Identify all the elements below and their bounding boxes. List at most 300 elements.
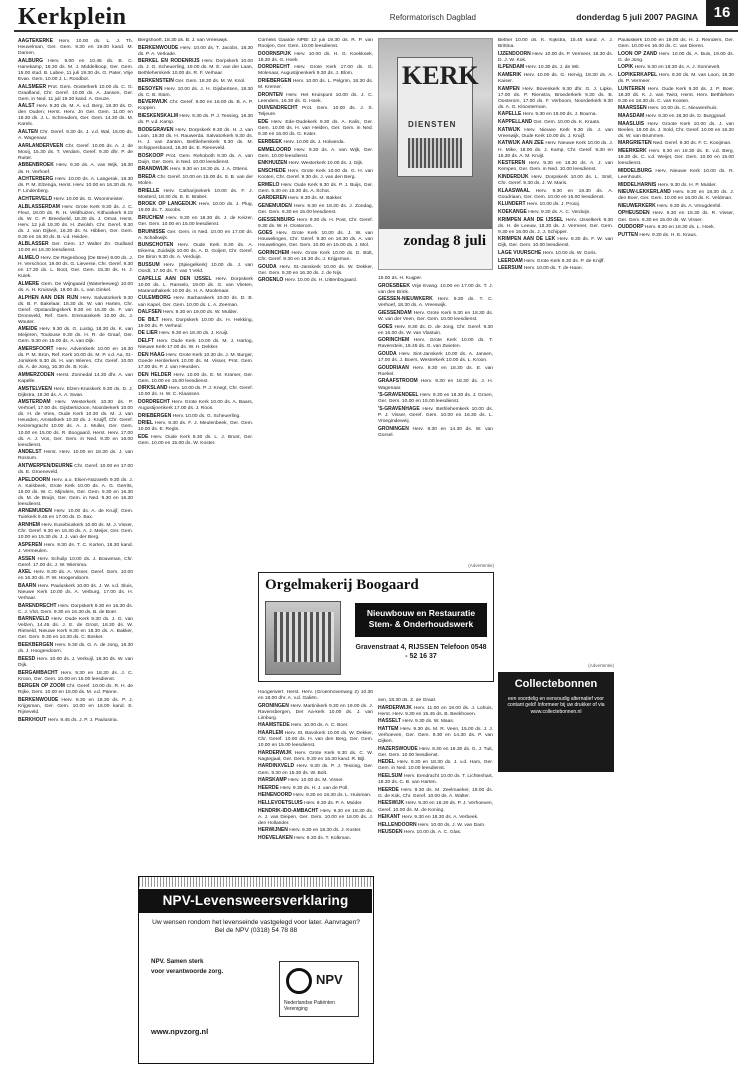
place-name: HEIKANT [378,814,401,821]
listing-entry [498,174,613,187]
place-name: AARLANDERVEEN [18,142,64,149]
service-times: Herv. Het Kruispunt 10.00 ds. J. C. Leenders, 16.30 ds. G. Hoek. [258,92,373,104]
service-times: Herv. 9.30 en 18.30 ds. R. Visser, Ger. Gem. 9.30 en 15.00 ds. W. Visser. [618,211,734,223]
service-times: Herv. 9.30 en 18.30 ds. E. v.d. Berg, 18.30 ds. C. v.d. Weijer, Ger. Gem. 10.00 en 15.00 leesdienst. [618,149,734,167]
service-times: Herv. 9.30 ds. H. P. Mulder. [657,182,717,188]
service-times: Herv. 10.00 ds. A. Langerak, 18.30 ds. P. M. Elzenga, Herst. Herv. 10.00 en 16.30 ds. N. F. Lindenberg. [18,177,133,195]
service-times: Herv. Elzen-Kruiskerk 9.30 ds. D. J. Dijkstra, 18.30 ds. A. A. Swan. [18,386,133,398]
newspaper-name: Reformatorisch Dagblad [389,13,476,22]
listing-entry [18,326,133,345]
service-times: Herv. Barbarakerk 10.00 ds. D. B. van Kapel, Ger. Gem. 10.00 ds. L. A. Zeeman. [138,296,253,308]
listing-entry [498,38,613,50]
listing-entry [498,64,613,71]
place-name: EMMELOORD [258,146,292,153]
place-name: NIEUWERKERK [618,202,656,209]
service-times: Herv. Grote Kerk 10.00 ds. G. H. van Kooten, Chr. Geref. 9.30 ds. J. van den Berg. [258,168,373,180]
listing-entry [618,210,734,223]
place-name: HEESWIJK [378,800,405,807]
service-times: Herv. 9.30 en 18.30 ds. A. Verbeek. [401,815,479,821]
organ-image [265,601,341,675]
church-board [397,57,479,177]
place-name: KAMPEN [498,85,520,92]
listing-entry [138,372,253,385]
service-times: Herv. St. Bavokerk 10.00 ds. W. Dekker, Chr. Geref. 10.00 ds. H. van den Berg, Ger. Gem. 10.00 en 15.00 leesdienst. [258,731,373,749]
listing-entry [618,86,734,105]
listing-entry [378,324,493,337]
listing-entry [138,420,253,433]
place-name: KRIMPEN AAN DE IJSSEL [498,216,564,223]
place-name: HERWIJNEN [258,827,288,834]
place-name: IJZENDOORN [498,50,531,57]
service-times: Herv. 9.30 ds. M. Zeelmaeker, 19.00 ds. G. de Kok, Chr. Geref. 10.00 ds. A. Walter. [378,787,493,799]
column-6 [618,38,734,1062]
listing-entry [258,64,373,77]
listing-entry [378,378,493,391]
place-name: LOPIK [618,64,634,71]
place-name: BEEKBERGEN [18,642,54,649]
place-name: GOUDA [258,263,277,270]
place-name: LUNTEREN [618,85,646,92]
listing-entry [618,203,734,210]
place-name: MARGRIETEN [618,140,652,147]
service-times: Herv. 9.30 en 18.30 ds. A. J. van Kempen, Ger. Gem. in Ned. 10.00 leesdienst. [498,161,613,173]
slogan-line: voor verantwoorde zorg. [151,968,224,975]
service-times: Herv. Dorpskerk 10.00 ds. H. Hekking, 19.00 ds. P. Verheul. [138,317,253,329]
service-times: Chr. Geref. 9.00 en 16.00 ds. B. A. P. Koppen. [138,100,253,112]
place-name: PUTTEN [618,231,638,238]
service-times: Herv. 9.30 en 18.30 ds. J. Zondag, Ger. Gem. 9.30 en 15.00 leesdienst. [258,203,373,215]
service-times: Herv. Sint-Janskerk 10.00 ds. A. Jansen, 17.00 ds. J. Boers, Westerkerk 10.00 ds. L. Kroon. [378,352,493,364]
listing-entry [618,140,734,147]
column-5 [498,38,613,1062]
place-name: AXEL [18,569,32,576]
place-name: GRONINGEN [378,425,409,432]
listing-entry [138,201,253,214]
ad-tag: (Advertentie) [468,563,494,568]
listing-entry [138,385,253,398]
listing-entry [498,51,613,64]
listing-entry [498,201,613,208]
service-times: Herv. 10.00 ds. J. Prooij. [526,202,581,208]
place-name: MAASDAM [618,113,645,120]
listing-entry [378,426,493,439]
listing-entry [18,196,133,203]
service-times: Herv. 9.30 en 18.30 ds. A. Goudriaan, Ger. Gem. 10.00 en 15.00 leesdienst. [498,188,613,200]
service-times: Herv. 9.30 en 14.30 ds. W. van Gorsel. [378,426,493,438]
service-times: Herv. 9.30 en 18.30 ds. A. J. Sonnevelt. [634,65,721,71]
service-times: Herv. Eusebiuskerk 10.00 ds. M. J. Visser, Chr. Geref. 9.30 en 16.30 ds. A. J. Meijer, Ger. Gem. 10.00 en 15.30 ds. J. J. van der Berg. [18,523,133,541]
service-times: Herv. 9.30 en 18.30 ds. J. de Keizer, Ger. Gem. 10.00 en 15.00 leesdienst. [138,215,253,227]
listing-entry [258,722,373,729]
listing-entry [18,204,133,241]
listing-entry [498,209,613,216]
listing-entry [618,51,734,64]
listing-entry [258,230,373,249]
service-times: Herv. 9.30 ds. D. de Jong, Chr. Geref. 9.30 en 16.00 ds. W. van Vlastuin. [378,324,493,336]
listing-entry [18,556,133,569]
listing-entry [138,174,253,187]
place-name: CULEMBORG [138,295,171,302]
service-times: Herv. 9.30 en 18.30 ds. P. J. Krijgsman, Ger. Gem. 10.00 en 16.00 kand. E. Rijneveld. [18,697,133,715]
service-times: Herv. 9.30 ds. M. Bakker. [287,196,343,202]
place-name: BUNSCHOTEN [138,242,174,249]
collectebonnen-ad [498,672,614,772]
listing-entry [258,750,373,763]
listing-entry [138,86,253,99]
place-name: 'S-GRAVENHAGE [378,405,420,412]
listing-entry [18,176,133,195]
banner-sub: DIENSTEN [408,120,457,129]
listing-entry [258,38,373,50]
listing-entry [498,265,613,272]
place-name: KATWIJK [498,126,521,133]
listing-entry [258,168,373,181]
place-name: HEERDE [258,784,279,791]
service-times: Herv. Schuilp 10.00 ds. J. Bouwman, Chr. Geref. 17.00 ds. J. W. Wiersma. [18,556,133,568]
service-times: Herv. 9.30 ds. T. C. Korten, 18.30 kand. J. Vermeulen. [18,542,133,554]
place-name: HEINENOORD [258,792,292,799]
service-date: zondag 8 juli [403,233,486,249]
place-name: NIEUW-LEKKERLAND [618,189,671,196]
place-name: ACHTERVELD [18,195,53,202]
listing-entry [258,808,373,827]
listing-entry [498,72,613,85]
listing-entry [18,38,133,57]
listing-entry [18,508,133,521]
place-name: HENDRIK-IDO-AMBACHT [258,807,319,814]
place-name: DRONTEN [258,91,283,98]
listing-entry [138,399,253,412]
service-times: Herv. 10.00 ds. J. H. Gijsbertsen, 18.30 ds. C. B. Stam. [138,86,253,98]
listing-entry [258,78,373,91]
listing-entry [138,434,253,447]
place-name: ENKHUIZEN [258,160,288,167]
service-times: Herv. 10.00 ds. J. Verkuijl, 18.30 ds. W. van Dijk. [18,656,133,668]
service-times: Herv. 10.00 ds. J. W. van Dam. [417,822,486,828]
service-times: Herv. 10.00 ds. J. Holwerda. [283,139,345,145]
place-name: ANTWERPEN/DEURNE [18,462,73,469]
place-name: AALTEN [18,129,38,136]
service-times: Herv. 9.30 en 18.30 ds. J. Koster. [289,828,362,834]
service-times: Herv. 9.30 ds. P. J. Tessing, Ger. Gem. 9.30 en 15.30 ds. W. Bolt. [258,764,373,776]
listing-entry [378,351,493,364]
listing-entry [378,392,493,405]
service-times: Herv. 10.00 ds. P. J. Knegt, Chr. Geref. 10.00 ds. H. W. C. Klaassen. [138,386,253,398]
place-name: BERKEL EN RODENRIJS [138,58,200,65]
service-times: Herv. 10.00 ds. T. de Haan. [523,266,583,272]
ad-slogan [151,957,271,977]
service-times: Herv. 9.30 ds. A. Visser, Geref. Gem. 10.00 en 16.30 ds. P. W. Hoogendoorn. [18,570,133,582]
listing-entry [18,717,133,724]
listing-entry [138,338,253,351]
service-times: Hoogerwerf, Herst. Herv. (Groenhovenweg 2) 10.30 en 18.00 dhr. A. v.d. Galiën. [258,690,373,702]
listing-entry [18,255,133,280]
service-times: Herv. Oude Kerk 9.30 ds. P. J. Buijs, Ger. Gem. 9.30 en 15.30 ds. A. Schot. [258,182,373,194]
service-times: Herv. 9.30 ds. H. J. van de Poll. [280,785,349,791]
listing-entry [258,119,373,138]
place-name: ABBENBROEK [18,162,54,169]
place-name: HEDEL [378,759,395,766]
listing-entry [258,703,373,722]
logo-circle-icon [286,968,312,994]
place-name: AMSTELVEEN [18,385,52,392]
listing-entry [18,58,133,83]
service-times: Herv. 9.30 en 18.30 ds. J. Kruijt. [159,331,229,337]
place-name: ALMELO [18,255,40,262]
listing-entry [258,277,373,284]
listing-entry [138,38,253,44]
place-name: BAARN [18,582,37,589]
listing-entry [498,86,613,111]
service-times: Herv. Groote Kerk 10.00 ds. J. van Beelen, 19.00 ds. J. Sold, Chr. Geref. 10.00 en 16.30 ds. W. van Brummen. [618,121,734,139]
place-name: HASSELT [378,718,401,725]
service-times: Herv. 10.00 ds. G. Hervig, 18.30 ds. A. Kaiser. [498,73,613,85]
place-name: LAGE VUURSCHE [498,249,542,256]
place-name: BARNEVELD [18,616,50,623]
service-times: Herv. 9.30 ds. M. van Loon, 18.30 ds. P. Vermeer. [618,73,734,85]
listing-entry [18,656,133,669]
listing-entry [378,814,493,821]
listing-entry [138,262,253,275]
ad-headline: Collectebonnen [514,678,598,690]
service-times: Herv. 9.30 en 18.30 ds. A. J. van Diepen, Ger. Gem. 10.00 en 16.00 ds. J. den Hollander. [258,808,373,826]
place-name: ALMERE [18,280,40,287]
place-name: BEVERWIJK [138,99,168,106]
place-name: DOORNSPIJK [258,50,292,57]
place-name: MAARSSEN [618,105,647,112]
service-times: Herv. 9.00 en 10.45 ds. B. C. Hanekamp, 18.30 ds. M. J. Middelkoop, Ger. Gem. 15.00 stud. B. Labee, 11 juli 19.30 ds. G. Pater, Vrije Evan. Gem. 10.00 J. L. Roodbol. [18,58,133,82]
place-name: BARENDRECHT [18,602,57,609]
place-name: LEERSUM [498,265,523,272]
listing-entry [498,258,613,265]
service-times: Herv. 10.00 ds. H. Uittenbogaard. [284,278,358,284]
listing-entry [138,276,253,295]
logo-text: NPV [316,972,343,987]
service-times: Herv. Oude Kerk 9.30 ds. L. J. Brunt, Ger. Gem. 10.00 en 15.00 ds. W. Koster. [138,434,253,446]
ad-url: www.npvzorg.nl [151,1027,209,1036]
listing-entry [18,346,133,371]
place-name: KRIMPEN AAN DE LEK [498,236,556,243]
service-times: Herv. 9.30 en 18.30 ds. G. J. Tuit, Ger. Gem. 10.00 leesdienst. [378,746,493,758]
ad-headline: Orgelmakerij Boogaard [265,577,419,593]
service-times: Herv. 10.00 ds. G. Woonmeister. [53,196,124,202]
place-name: HARDERWIJK [258,749,292,756]
service-times: Ger. Gem. in Ned. 10.00 en 17.00 ds. A. Schalkwijk. [138,229,253,241]
place-name: GIESSENDAM [378,310,412,317]
listing-entry [618,148,734,167]
service-times: Herv. Dorpskerk 9.30 ds. H. J. van Loon, 18.30 ds. H. Rauwerda, Salvatorkerk 9.30 ds. H. J. van Zanten, Bethlehemkerk 9.30 ds. M. Schippersboord, 18.30 ds. E. Rieneveld. [138,127,253,151]
place-name: BRUCHEM [138,214,164,221]
place-name: HELLEVOETSLUIS [258,800,303,807]
place-name: HAZERSWOUDE [378,745,418,752]
place-name: HARDERWIJK [378,704,412,711]
service-times: Herv. 9.30 ds. F. J. Meulenbeek, Ger. Gem. 10.00 ds. E. Regts. [138,421,253,433]
listing-entry [378,726,493,745]
place-name: DRIEBERGEN [258,78,292,85]
place-name: KAPPELLAND [498,119,533,126]
service-times: Herv. 10.00 ds. W. Goris. [542,250,597,256]
listing-entry [18,603,133,616]
service-times: Herst. Zonnedal 14.30 dhr. A. van Kapelle. [18,372,133,384]
listing-entry [378,773,493,786]
place-name: ACHTERBERG [18,176,54,183]
service-times: Herv. Grote Kerk 9.30 en 18.30 ds. W. van der Veen, Ger. Gem. 10.00 leesdienst. [378,311,493,323]
service-times: Herv. 9.30 ds. H. E. Kraus. [639,232,698,238]
npv-ad [138,876,374,1064]
slogan-line: NPV. Samen sterk [151,958,204,965]
listing-entry [258,777,373,784]
service-times: Cornelis Gaarde NPBI 12 juli 19.30 ds. R. P. van Rooijen, Ger. Gem. 10.00 leesdienst. [258,38,373,50]
place-name: GOUDA [378,351,397,358]
listing-entry [18,295,133,326]
listing-entry [138,113,253,126]
service-times: Chr. Geref. 10.00 ds. A. J. de Mooij, 15.30 ds. T. Verdam, Geref. 9.30 dhr. P. de Ruiter. [18,143,133,161]
logo-subtitle: Nederlandse Patiënten Vereniging [284,1000,335,1012]
service-times: Herv. 9.30 en 18.30 ds. J. C. Kroon, Ger. Gem. 10.00 en 15.00 leesdienst. [18,670,133,682]
service-times: Herv. Grote Kerk 9.30 ds. P. de Knijff. [524,258,605,264]
service-times: Herv. Grote Kerk 9.30 ds. J. C. Fleur, 18.00 ds. R. H. Veldhuizen, Kithuiskerk 9.15 ds. W. C. P. Breedveld, 18.30 ds. J. Ornat. Herst. Herv. 12 juli 19.30 ds. H. Zwolsh. Chr. Geref. 9.30 ds. J. van Dijken, 16.30 ds. N. Hibben, Ger. Gem. 9.30 en 16.30 ds. B. v.d. Heiden. [18,204,133,240]
service-times: Prot. Gem. Oosterkerk 10.00 ds. C. G. Graafland, Chr. Geref. 10.00 ds. A. Jansen, Ger. Gem. in Ned. 11 juli 19.30 kand. A. Geuze. [18,84,133,102]
service-times: Herv. 10.00 ds. E. M. Kramer, Ger. Gem. 10.00 en 15.00 leesdienst. [138,372,253,384]
listing-entry [18,463,133,476]
place-name: ALBLASSERDAM [18,203,60,210]
service-times: Herv. 10.00 ds. M. Visser. [288,778,344,784]
service-times: Herv. 9.30 ds. W. Maas. [402,719,455,725]
listing-entry [138,309,253,316]
service-times: Herv. 9.30 ds. P. J. Tessing, 18.30 ds. P. v.d. Kamp. [138,114,253,126]
place-name: BROEK OP LANGEDIJK [138,201,197,208]
listing-entry [258,182,373,195]
service-times: Herv. Oude Kerk 9.30 ds. A. Eikema, Zuidwijk 10.00 ds. A. D. Goijert, Chr. Geref. De Biron 9.30 ds. A. Verduijn. [138,243,253,261]
listing-entry [18,103,133,128]
board-stripes [408,138,462,168]
listing-entry [498,250,613,257]
listing-entry [378,718,493,725]
place-name: AALSMEER [18,83,47,90]
listing-entry [258,690,373,702]
listing-entry [18,449,133,462]
service-times: Herv. 9.30 ds. H. Post, Chr. Geref. 9.30 ds. W. H. Oosterom. [258,217,373,229]
place-name: BERKHOUT [18,716,47,723]
place-name: ALBLASSER [18,241,49,248]
place-name: MIDDELBURG [618,167,652,174]
listing-entry [138,153,253,166]
banner-word: KERK [402,61,479,90]
column-2 [138,38,253,870]
listing-entry [138,45,253,58]
service-times: Herv. 10.00 ds. L. J. Th. Heuvelman, Ger. Gem. 9.30 en 19.00 kand. M. Damen. [18,39,133,57]
listing-entry [138,413,253,420]
service-times: Herv. 10.00 ds. A. Buis, 19.00 ds. G. de Jong. [618,51,734,63]
listing-entry [618,72,734,85]
place-name: HELLENDOORN [378,821,417,828]
service-times: Herv. 9.30 ds. G. Lustig, 18.30 ds. K. van Meijeren, Toulouse 9.30 ds. H. R. de Graaf, Ger. Gem. 9.30 en 15.00 ds. A. van Dijk. [18,327,133,345]
service-times: Herv. 9.45 ds. J. P. J. Paulusma. [47,717,118,723]
listing-entry [618,121,734,140]
service-times: Herv. Salvatorkerk 9.30 ds. B. F. Bakelaar, 18.30 ds. W. van Harten, Chr. Geref. Opstandingskerk 9.30 en 16.30 ds. F. van Dronsveld, Ref. Gem. Emmaüskerk 10.00 ds. J. Wouter. [18,295,133,325]
service-times: Herv. 9.30 ds. P. A. Mulder. [304,801,363,807]
listing-entry [618,38,734,50]
place-name: KLUNDERT [498,201,526,208]
place-name: KOEKANGE [498,208,527,215]
listing-entry [18,522,133,541]
place-name: KINDERDIJK [498,173,529,180]
service-times: Herv. 10.00 ds. H. G. Koekkoek, 18.30 ds. G. Hoek. [258,51,373,63]
service-times: Chr. Geref. 9.30 ds. J. v.d. Wal, 15.00 ds. A. Wagenaar. [18,130,133,142]
service-times: Herv. Pauluskerk 10.00 ds. J. W. v.d. Sluis, Nieuwe Kerk 10.00 ds. A. Verburg, 17.00 ds. H. Verhaar. [18,583,133,602]
service-times: Chr. Geref. 10.00 ds. R. H. de Rijke, Gem. 10.00 en 15.00 ds. M. v.d. Panne. [18,684,133,696]
ad-text: Uw wensen rondom het levenseinde vastgelegd voor later. Aanvragen? Bel de NPV (0318) 54 78 88 [152,919,360,934]
place-name: ENSCHEDE [258,167,286,174]
listing-entry [258,792,373,799]
place-name: KAPELLE [498,111,522,118]
listing-entry [258,835,373,842]
place-name: EERBEEK [258,138,283,145]
service-times: Herv. 9.30 en 18.30 ds. L. Hoek. [644,225,715,231]
listing-entry [138,127,253,152]
place-name: BERGEN OP ZOOM [18,683,65,690]
service-times: Herv. Nieuwe Kerk 10.00 ds. J. H. Mike, 18.00 ds. J. Kamp, Chr. Geref. 9.30 en 16.30 ds. A. M. Kruijt. [498,141,613,159]
place-name: DEN HELDER [138,371,172,378]
ad-headline: NPV-Levensweersverklaring [139,889,372,913]
listing-entry [498,111,613,118]
place-name: GENEMUIDEN [258,202,292,209]
masthead [0,0,738,31]
service-times: Herv. Grote Kerk 10.00 ds. J. W. van Houwelingen, Chr. Geref. 9.30 en 16.30 ds. A. van Houwelingen, Ger. Gem. 10.00 en 15.00 ds. J. Mol. [258,231,373,249]
service-times: Herv. Dorpskerk 10.00 ds. L. Smit, Chr. Geref. 9.30 ds. J. W. Maris. [498,174,613,186]
place-name: EDE [258,119,269,126]
organ-pipes [274,612,334,662]
listing-entry [138,188,253,201]
place-name: AALBURG [18,57,43,64]
listing-entry [258,160,373,167]
service-times: Herv. Grote Kerk 10.00 ds. D. Bolt, Chr. Geref. 9.30 en 16.30 ds. J. Krijgsman. [258,250,373,262]
service-times: Herv. Oude Kerk 9.30 ds. J. G. van Velzen, 14.45 ds. J. E. de Groot, 18.30 ds. W. Rietveld, Nieuwe Kerk 9.30 en 18.30 ds. A. Bakker, Ger. Gem. 9.30 en 14.30 ds. C. Bosker. [18,617,133,641]
place-name: DORDRECHT [138,398,170,405]
listing-entry [378,406,493,425]
listing-entry [258,92,373,105]
service-times: Herv. 9.30 en 18.30 ds. J. den Boer, Ger. Gem. 10.00 en 16.00 ds. K. Veldman. [618,190,734,202]
listing-entry [258,139,373,146]
listing-entry [618,232,734,239]
place-name: HEERDE [378,786,399,793]
service-times: Herv. 9.30 en 18.30 ds. L. Huisman. [293,793,372,799]
listing-entry [618,224,734,231]
listing-entry [618,168,734,181]
listing-entry [258,800,373,807]
listing-entry [378,296,493,309]
listing-entry [138,99,253,112]
listing-entry [18,583,133,602]
place-name: AAGTEKERKE [18,38,54,44]
service-times: Herv. Oude Kerk 10.00 ds. M. J. Hartog, Nieuwe Kerk 17.00 ds. W. H. Dekker. [138,339,253,351]
listing-entry [18,143,133,162]
place-name: BUSSUM [138,262,160,269]
npv-logo [279,961,359,1017]
church-photo [379,39,492,229]
service-times: Herv. 9.30 en 18.30 ds. J. A. Ottens. [169,167,249,173]
listing-entry [18,84,133,103]
listing-entry [18,542,133,555]
listing-entry [258,147,373,160]
place-name: HAARLEM [258,730,283,737]
service-times: Herv. 9.30 ds. M. R. Veen, 15.00 ds. J. J. Verhoeven, Ger. Gem. 9.30 en 14.30 ds. P. van Dijken. [378,726,493,745]
place-name: OUDDORP [618,224,644,231]
listing-entry [18,386,133,399]
listing-entry [498,217,613,236]
place-name: GOES [258,230,273,237]
listing-entry [378,365,493,378]
